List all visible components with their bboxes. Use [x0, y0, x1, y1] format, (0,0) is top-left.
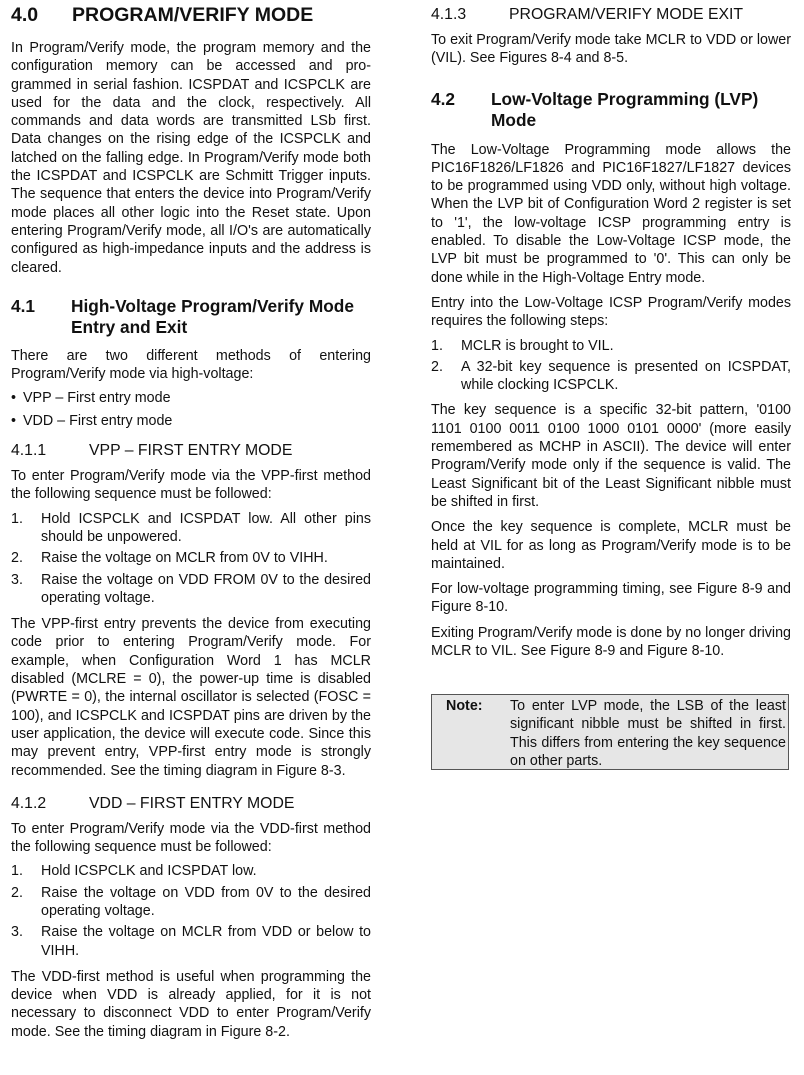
section-4-2-para-3: The key sequence is a specific 32-bit pattern, '0100 1101 0100 0011 0100 1000 0101 0000' (more easily remembered as MCHP in ASCII). The device will enter Program/Verify mode only if the sequence is valid. The Least Significant bit of the Least Significant nibble must be shifted in first. — [431, 402, 791, 510]
section-4-2-para-5: For low-voltage programming timing, see Figure 8-9 and Figure 8-10. — [431, 581, 791, 616]
section-4-2-heading — [431, 89, 791, 131]
list-item: 1. MCLR is brought to VIL. — [431, 337, 614, 354]
list-item: 2. Raise the voltage on MCLR from 0V to VIHH. — [11, 550, 328, 567]
section-number: 4.1.1 — [11, 442, 47, 460]
section-number: 4.2 — [431, 88, 456, 109]
section-number: 4.1 — [11, 295, 36, 316]
section-4-2-para-1: The Low-Voltage Programming mode allows the PIC16F1826/LF1826 and PIC16F1827/LF1827 devices to be programmed using VDD only, without high voltage. When the LVP bit of Configuration Word 2 register is set to '1', the low-voltage ICSP programming entry is enabled. To disable the Low-Voltage ICSP mode, the LVP bit must be programmed to '0'. This can only be done while in the High-Voltage Entry mode. — [431, 141, 791, 286]
list-item: • VDD – First entry mode — [11, 412, 173, 429]
list-item: 1. Hold ICSPCLK and ICSPDAT low. All other pins should be unpowered. — [11, 510, 371, 545]
section-4-1-2-body: The VDD-first method is useful when programming the device when VDD is already applied, for it is not necessary to disconnect VDD to enter Program/Verify mode. See the timing diagram in Figure 8-2. — [11, 968, 371, 1040]
section-4-1-body: There are two different methods of entering Program/Verify mode via high-voltage: — [11, 347, 371, 383]
section-number: 4.0 — [11, 4, 39, 26]
note-text: To enter LVP mode, the LSB of the least significant nibble must be shifted in first. This differs from entering the key sequence on other parts. — [510, 698, 786, 769]
section-number: 4.1.3 — [431, 6, 467, 23]
list-item: • VPP – First entry mode — [11, 390, 171, 407]
lvp-note-box — [431, 694, 789, 770]
section-4-1-2-intro: To enter Program/Verify mode via the VDD-first method the following sequence must be followed: — [11, 820, 371, 856]
section-title: PROGRAM/VERIFY MODE — [72, 4, 314, 26]
section-4-1-3-body: To exit Program/Verify mode take MCLR to VDD or lower (VIL). See Figures 8-4 and 8-5. — [431, 32, 791, 67]
section-4-2-para-2: Entry into the Low-Voltage ICSP Program/Verify modes requires the following steps: — [431, 294, 791, 330]
section-title: Low-Voltage Programming (LVP) Mode — [491, 88, 759, 130]
section-4-1-3-heading — [431, 5, 791, 24]
section-4-0-body: In Program/Verify mode, the program memory and the configuration memory can be accessed and pro-grammed in serial fashion. ICSPDAT and ICSPCLK are used for the data and the clock, respectively. All commands and data words are transmitted LSb first. Data changes on the rising edge of the ICSPCLK and latched on the falling edge. In Program/Verify mode both the ICSPDAT and ICSPCLK are Schmitt Trigger inputs. The sequence that enters the device into Program/Verify mode places all other logic into the Reset state. Upon entering Program/Verify mode, all I/O's are automatically configured as high-impedance inputs and the address is cleared. — [11, 40, 371, 276]
list-item: 3. Raise the voltage on MCLR from VDD or below to VIHH. — [11, 924, 371, 959]
vpp-first-steps — [11, 510, 371, 607]
list-item: 3. Raise the voltage on VDD FROM 0V to the desired operating voltage. — [11, 571, 371, 606]
section-title: High-Voltage Program/Verify Mode Entry and Exit — [71, 295, 354, 337]
vdd-first-steps — [11, 862, 371, 959]
section-4-2-para-4: Once the key sequence is complete, MCLR must be held at VIL for as long as Program/Verify mode is to be maintained. — [431, 519, 791, 572]
section-4-1-1-body: The VPP-first entry prevents the device from executing code prior to entering Program/Verify mode. For example, when Configuration Word 1 has MCLR disabled (MCLRE = 0), the power-up time is disabled (PWRTE = 0), the internal oscillator is selected (FOSC = 100), and ICSPCLK and ICSPDAT pins are driven by the user application, the device will execute code. Since this may prevent entry, VPP-first entry mode is strongly recommended. See the timing diagram in Figure 8-3. — [11, 616, 371, 779]
list-item: 2. A 32-bit key sequence is presented on ICSPDAT, while clocking ICSPCLK. — [431, 358, 791, 394]
section-4-1-heading — [11, 296, 371, 338]
note-label: Note: — [446, 698, 483, 714]
section-4-1-1-intro: To enter Program/Verify mode via the VPP-first method the following sequence must be followed: — [11, 468, 371, 503]
section-number: 4.1.2 — [11, 794, 47, 812]
left-column — [11, 0, 371, 1041]
lvp-entry-steps — [431, 337, 791, 395]
section-4-0-heading — [11, 4, 371, 26]
entry-mode-list — [11, 389, 371, 430]
section-title: VDD – FIRST ENTRY MODE — [89, 794, 295, 812]
section-title: VPP – FIRST ENTRY MODE — [89, 442, 293, 460]
section-title: PROGRAM/VERIFY MODE EXIT — [509, 6, 744, 23]
right-column — [431, 0, 791, 660]
section-4-1-1-heading — [11, 441, 371, 460]
section-4-1-2-heading — [11, 794, 371, 813]
list-item: 2. Raise the voltage on VDD from 0V to the desired operating voltage. — [11, 884, 371, 919]
section-4-2-para-6: Exiting Program/Verify mode is done by no longer driving MCLR to VIL. See Figure 8-9 and Figure 8-10. — [431, 624, 791, 660]
list-item: 1. Hold ICSPCLK and ICSPDAT low. — [11, 863, 257, 880]
